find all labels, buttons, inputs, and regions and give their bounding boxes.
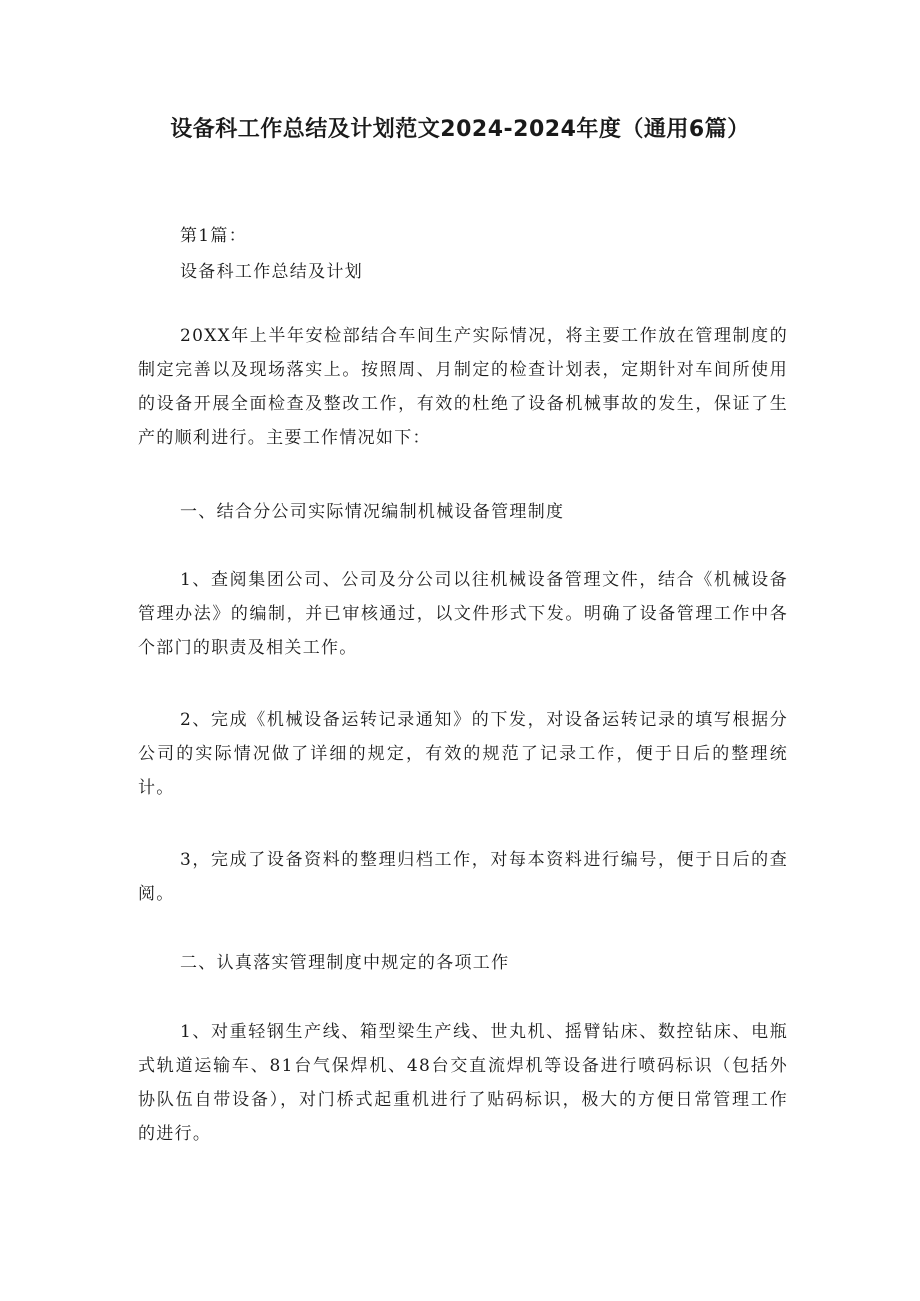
section-1-item-2: 2、完成《机械设备运转记录通知》的下发，对设备运转记录的填写根据分公司的实际情况做了详细的规定，有效的规范了记录工作，便于日后的整理统计。 [138,710,788,798]
section-1-item-1-block [138,563,788,665]
section-1-item-2-block [138,703,788,805]
section-2-heading: 二、认真落实管理制度中规定的各项工作 [180,953,510,973]
chapter-label: 第1篇： [180,226,248,246]
section-1-heading: 一、结合分公司实际情况编制机械设备管理制度 [180,502,565,522]
section-1-item-3: 3，完成了设备资料的整理归档工作，对每本资料进行编号，便于日后的查阅。 [138,850,788,904]
section-2-item-1-block [138,1015,788,1151]
section-2-item-1: 1、对重轻钢生产线、箱型梁生产线、世丸机、摇臂钻床、数控钻床、电瓶式轨道运输车、81台气保焊机、48台交直流焊机等设备进行喷码标识（包括外协队伍自带设备），对门桥式起重机进行了贴码标识，极大的方便日常管理工作的进行。 [138,1022,788,1144]
intro-paragraph: 20XX年上半年安检部结合车间生产实际情况，将主要工作放在管理制度的制定完善以及现场落实上。按照周、月制定的检查计划表，定期针对车间所使用的设备开展全面检查及整改工作，有效的杜绝了设备机械事故的发生，保证了生产的顺利进行。主要工作情况如下： [138,326,788,448]
section-1-item-3-block [138,843,788,911]
section-1-item-1: 1、查阅集团公司、公司及分公司以往机械设备管理文件，结合《机械设备管理办法》的编制，并已审核通过，以文件形式下发。明确了设备管理工作中各个部门的职责及相关工作。 [138,570,788,658]
intro-paragraph-block [138,319,788,455]
chapter-subtitle: 设备科工作总结及计划 [180,262,363,282]
document-title: 设备科工作总结及计划范文2024-2024年度（通用6篇） [170,117,750,142]
